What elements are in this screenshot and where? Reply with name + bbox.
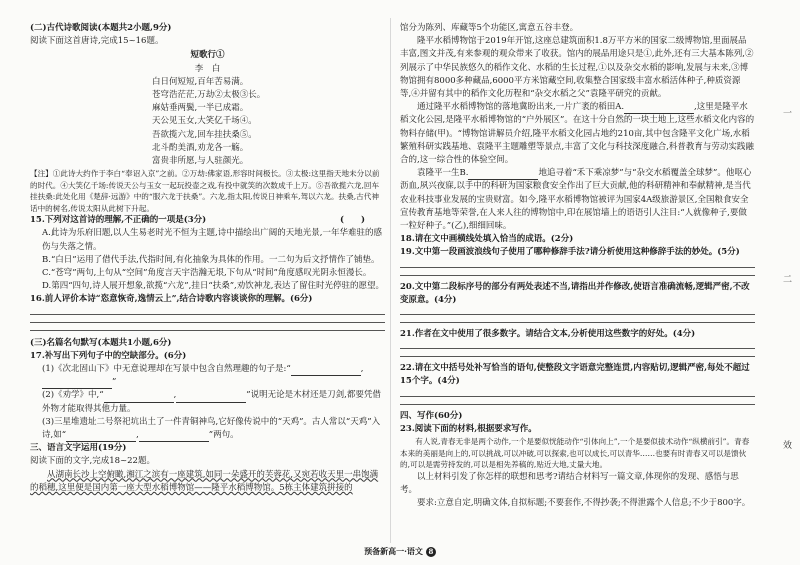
writing-prompt: 以上材料引发了你怎样的联想和思考?请结合材料写一篇文章,体现你的发现、感悟与思考。: [400, 471, 739, 495]
poem-line: 吾欲揽六龙,回车挂扶桑⑤。: [152, 129, 257, 140]
page-footer: [330, 546, 470, 557]
answer-line[interactable]: [30, 314, 385, 315]
option-b: B.“白日”运用了借代手法,代指时间,有化抽象为具体的作用。一二句为后文抒情作了铺垫。: [42, 254, 380, 265]
passage-paragraph-2: 隆平水稻博物馆于2019年开馆,这座总建筑面积1.8万平方米的国家二级博物馆,里面展品丰富,图文并茂,有来参观的观众带来了收获。馆内的展品用途只是①,此外,还有三大基本陈列,②列展示了中华民族悠久的稻作文化、水稻的生长过程,①以及杂交水稻的影响,发展与未来,③博物馆拥有8000多种藏品,6000平方米馆藏空间,收集整合国家级丰富水稻活体种子,种质资源等,④并留有其中的稻作文化历程和“杂交水稻之父”袁隆平研究的贡献。: [400, 36, 754, 100]
question-21: 21.作者在文中使用了很多数字。请结合文本,分析使用这些数字的好处。(4分): [400, 329, 696, 340]
fill-blank[interactable]: [42, 379, 112, 389]
passage-start: 从湖南长沙上空俯瞰,湘江之滨有一座建筑,如同一朵盛开的芙蓉花,又宛若收天里一串饱满的稻穗,这里便是国内第一座大型水稻博物馆——隆平水稻博物馆。5栋主体建筑拼接的: [30, 469, 379, 493]
poem-line: 北斗酌美酒,劝龙各一觞。: [152, 142, 249, 153]
page-number: 8: [426, 547, 436, 557]
left-column: [30, 22, 385, 495]
fill-blank[interactable]: [66, 432, 136, 442]
answer-line[interactable]: [400, 267, 755, 268]
q17-part-2: (2)《劝学》中,“ , ”说明无论是木材还是刀剑,都要凭借外物才能取得其他力量。: [42, 390, 381, 414]
question-16: 16.前人评价本诗“恣意恢奇,逸情云上”,结合诗歌内容谈谈你的理解。(6分): [30, 294, 313, 305]
question-23: 23.阅读下面的材料,根据要求写作。: [400, 423, 537, 434]
option-c: C.“苍穹”两句,上句从“空间”角度言天宇浩瀚无垠,下句从“时间”角度感叹光阴永恒漫长。: [42, 268, 372, 279]
poem-title: 短歌行①: [190, 50, 225, 61]
poem-line: 麻姑垂两鬓,一半已成霜。: [152, 103, 249, 114]
question-22: 22.请在文中括号处补写恰当的语句,使整段文字语意完整连贯,内容贴切,逻辑严密,每处不超过15个字。(4分): [400, 363, 750, 387]
poem-notes: 【注】①此诗大约作于李白“奉诏入京”之前。②万劫:佛家语,形容时间极长。③太极:这里指天地未分以前的时代。④大笑亿千场:传说天公与玉女一起玩投壶之戏,有投中就笑的次数成千上万。⑤吾欲揽六龙,回车挂扶桑:此处化用《楚辞·远游》中的“服六龙于扶桑”。六龙,指太阳,传说日神乘车,驾以六龙。扶桑,古代神话中的树名,传说太阳从此树下升起。: [30, 169, 380, 213]
poem-line: 白日何短短,百年苦易满。: [152, 76, 249, 87]
question-19: 19.文中第一段画波浪线句子使用了哪种修辞手法?请分析使用这种修辞手法的妙处。(5分): [400, 247, 740, 258]
margin-mark: 效: [782, 441, 792, 451]
passage-continued: 馆分为陈列、库藏等5个功能区,寓意五谷丰登。: [400, 23, 579, 33]
answer-paren[interactable]: ( ): [339, 215, 365, 226]
fill-blank[interactable]: [176, 393, 246, 403]
answer-line[interactable]: [400, 322, 755, 323]
section-3-title: (三)名篇名句默写(本题共1小题,6分): [30, 337, 172, 348]
poem-line: 富贵非所愿,与人驻颜光。: [152, 156, 249, 167]
fill-blank[interactable]: [624, 104, 694, 114]
answer-line[interactable]: [400, 356, 755, 357]
answer-line[interactable]: [30, 322, 385, 323]
column-divider: [390, 18, 391, 543]
footer-label: 预备新高一·语文: [364, 546, 423, 556]
answer-line[interactable]: [400, 396, 755, 397]
poem-line: 苍穹浩茫茫,万劫②太极③长。: [152, 90, 266, 101]
question-18: 18.请在文中画横线处填入恰当的成语。(2分): [400, 234, 574, 245]
question-15: 15.下列对这首诗的理解,不正确的一项是(3分) ( ): [30, 214, 385, 227]
poem-author: 李 白: [194, 63, 221, 74]
option-d: D.第四“四句,诗人展开想象,欲揽“六龙”,挂日“扶桑”,劝饮神龙,表达了留住时光停驻的愿望。: [42, 281, 384, 292]
answer-line[interactable]: [400, 275, 755, 276]
question-17: 17.补写出下列句子中的空缺部分。(6分): [30, 350, 187, 361]
fill-blank[interactable]: [291, 366, 361, 376]
option-a: A.此诗为乐府旧题,以人生易老时光不恒为主题,诗中描绘出广阔的天地光景,一年华难驻的感伤与失落之情。: [42, 228, 382, 252]
section-writing-title: 四、写作(60分): [400, 410, 463, 421]
fill-blank[interactable]: [139, 432, 209, 442]
margin-mark: 二: [782, 275, 792, 285]
passage-paragraph-4: 袁隆平一生B. 地追寻着“禾下乘凉梦”与“杂交水稻覆盖全球梦”。他呕心沥血,夙兴夜寐,以手中的科研为国家粮食安全作出了巨大贡献,他的科研精神和奉献精神,是当代农业科技事业发展的宝贵财富。如今,隆平水稻博物馆被评为国家4A级旅游景区,全国粮食安全宣传教育基地等荣誉,在人来人往的博物馆中,印在展馆墙上的语语引人注目:“人就像种子,要做一粒好种子。”(乙),细细回味。: [400, 168, 752, 232]
section-language-title: 三、语言文字运用(19分): [30, 443, 127, 454]
fill-blank[interactable]: [468, 170, 538, 180]
writing-requirements: 要求:立意自定,明确文体,自拟标题;不要套作,不得抄袭;不得泄露个人信息;不少于800字。: [417, 497, 751, 508]
question-20: 20.文中第二段标序号的部分有两处表述不当,请指出并作修改,使语言准确流畅,逻辑严密,不改变原意。(4分): [400, 281, 750, 305]
answer-line[interactable]: [400, 404, 755, 405]
fill-blank[interactable]: [104, 393, 174, 403]
poem-line: 天公见玉女,大笑亿千场④。: [152, 116, 257, 127]
writing-material: 有人说,青春无非是两个动作,一个是要似恍能动作“引体向上”,一个是要似拔术动作“纵横前引”。青春本来的美丽是向上的,可以挑战,可以冲破,可以探索,也可以成长,可以青华……也要有时青春又可以是馈伙的,可以是需劳持发的,可以是相先养稿的,贴近大地,丈量大地。: [400, 437, 750, 470]
section-2-title: (二)古代诗歌阅读(本题共2小题,9分): [30, 23, 172, 33]
answer-line[interactable]: [400, 348, 755, 349]
answer-line[interactable]: [400, 314, 755, 315]
margin-mark: 一: [782, 109, 792, 119]
q17-part-3: (3)三星堆遗址二号祭祀坑出土了一件青铜神鸟,它好像传说中的“天鸡”。古人常以“天鸡”入诗,如“ , ”两句。: [30, 416, 385, 442]
section-2-intro: 阅读下面这首唐诗,完成15~16题。: [30, 36, 164, 47]
q17-part-1: (1)《次北固山下》中无意说理却在写景中包含自然理趣的句子是:“ ,”: [30, 363, 385, 389]
answer-line[interactable]: [30, 330, 385, 331]
language-intro: 阅读下面的文字,完成18~22题。: [30, 456, 155, 467]
right-column: [400, 22, 755, 510]
passage-paragraph-3: 通过隆平水稻博物馆的落地冀盼出来,一片广袤的稻田A. ,这里是隆平水稻文化公园,是隆平水稻博物馆的“户外展区”。在这十分自然的一块土地上,这些水稻文化内容的物料存储(甲)。“博物馆讲解员介绍,隆平水稻文化园占地约210亩,其中包含隆平文化广场,水稻繁殖科研实践基地、袁隆平主题雕塑等景点,丰富了文化与科技深度融合,科普教育与劳动实践融合的,这一综合性的体验空间。: [400, 102, 755, 166]
